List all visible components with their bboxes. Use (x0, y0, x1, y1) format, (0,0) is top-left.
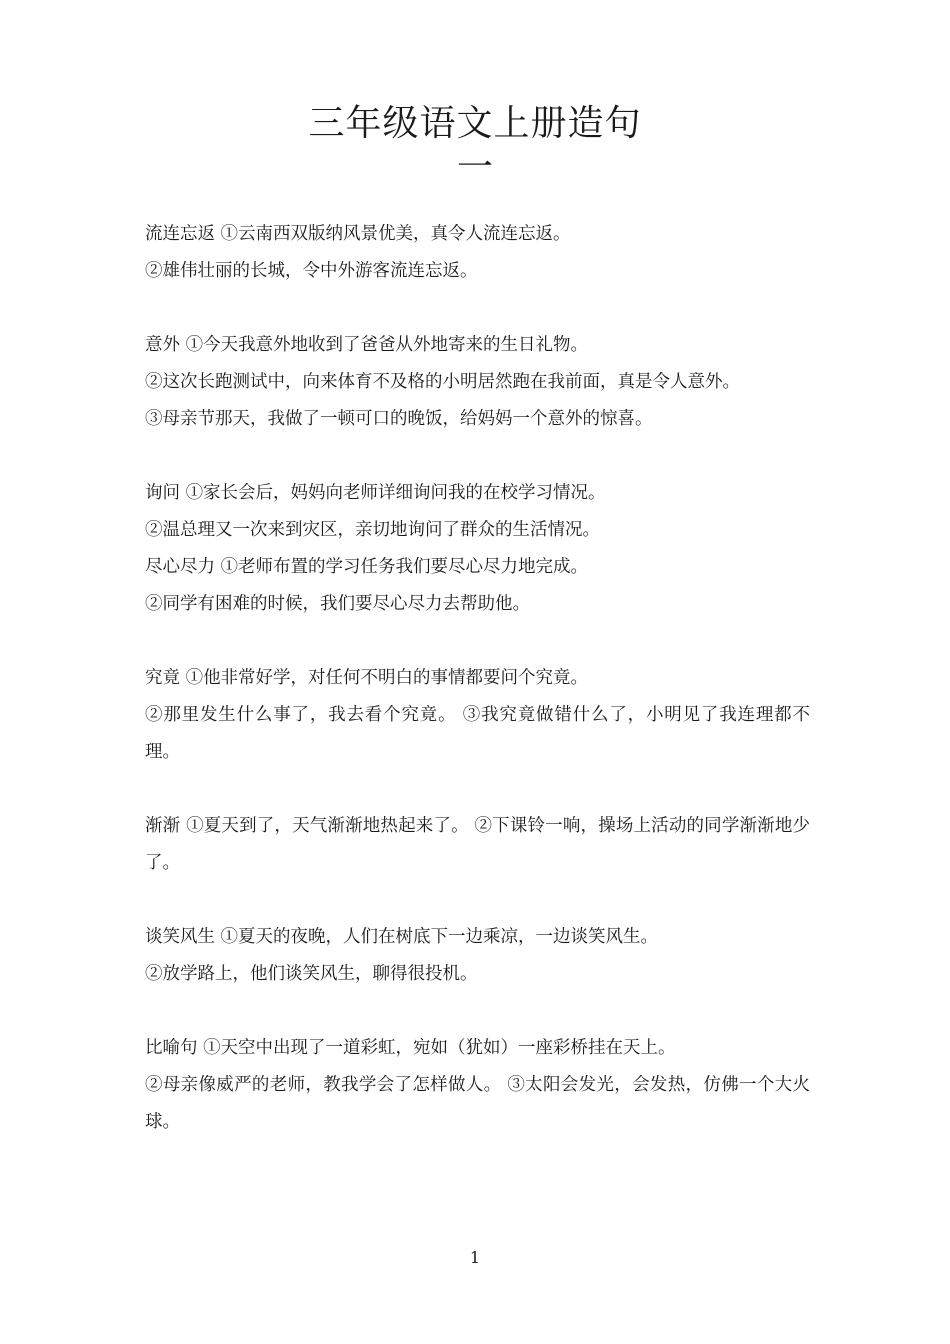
entry-line: ②温总理又一次来到灾区，亲切地询问了群众的生活情况。 (145, 520, 600, 540)
entry-line: ③母亲节那天，我做了一顿可口的晚饭，给妈妈一个意外的惊喜。 (145, 409, 653, 429)
entry-gap (145, 290, 810, 327)
entry-line: 意外 ①今天我意外地收到了爸爸从外地寄来的生日礼物。 (145, 335, 589, 355)
entry-line: ②那里发生什么事了，我去看个究竟。 ③我究竟做错什么了，小明见了我连理都不理。 (145, 705, 810, 762)
entry-line: ②母亲像威严的老师，教我学会了怎样做人。 ③太阳会发光，会发热，仿佛一个大火球。 (145, 1075, 810, 1132)
entry-xunwen (145, 475, 810, 623)
entry-line: ②放学路上，他们谈笑风生，聊得很投机。 (145, 964, 478, 984)
entry-line: 询问 ①家长会后，妈妈向老师详细询问我的在校学习情况。 (145, 483, 606, 503)
entry-tanxiaofengsheng (145, 919, 810, 993)
entry-yiwai (145, 327, 810, 438)
document-title: 三年级语文上册造句 (308, 103, 642, 144)
entry-biyuju (145, 1030, 810, 1141)
entry-gap (145, 882, 810, 919)
entry-line: 究竟 ①他非常好学，对任何不明白的事情都要问个究竟。 (145, 668, 589, 688)
entry-gap (145, 438, 810, 475)
document-subtitle: 一 (456, 147, 493, 188)
entry-line: 比喻句 ①天空中出现了一道彩虹，宛如（犹如）一座彩桥挂在天上。 (145, 1038, 676, 1058)
entry-gap (145, 771, 810, 808)
entry-line: ②雄伟壮丽的长城，令中外游客流连忘返。 (145, 261, 478, 281)
entry-line: 渐渐 ①夏天到了，天气渐渐地热起来了。 ②下课铃一响，操场上活动的同学渐渐地少了。 (145, 816, 810, 873)
entry-line: ②同学有困难的时候，我们要尽心尽力去帮助他。 (145, 594, 530, 614)
page-number: 1 (469, 1248, 481, 1267)
entry-line: ②这次长跑测试中，向来体育不及格的小明居然跑在我前面，真是令人意外。 (145, 372, 740, 392)
entry-gap (145, 623, 810, 660)
entry-line: 谈笑风生 ①夏天的夜晚，人们在树底下一边乘凉，一边谈笑风生。 (145, 927, 659, 947)
sentence-list (145, 216, 810, 1141)
entry-line: 流连忘返 ①云南西双版纳风景优美，真令人流连忘返。 (145, 224, 571, 244)
entry-liulianwangfan (145, 216, 810, 290)
entry-gap (145, 993, 810, 1030)
entry-jianjian (145, 808, 810, 882)
entry-jiujing (145, 660, 810, 771)
entry-line: 尽心尽力 ①老师布置的学习任务我们要尽心尽力地完成。 (145, 557, 589, 577)
